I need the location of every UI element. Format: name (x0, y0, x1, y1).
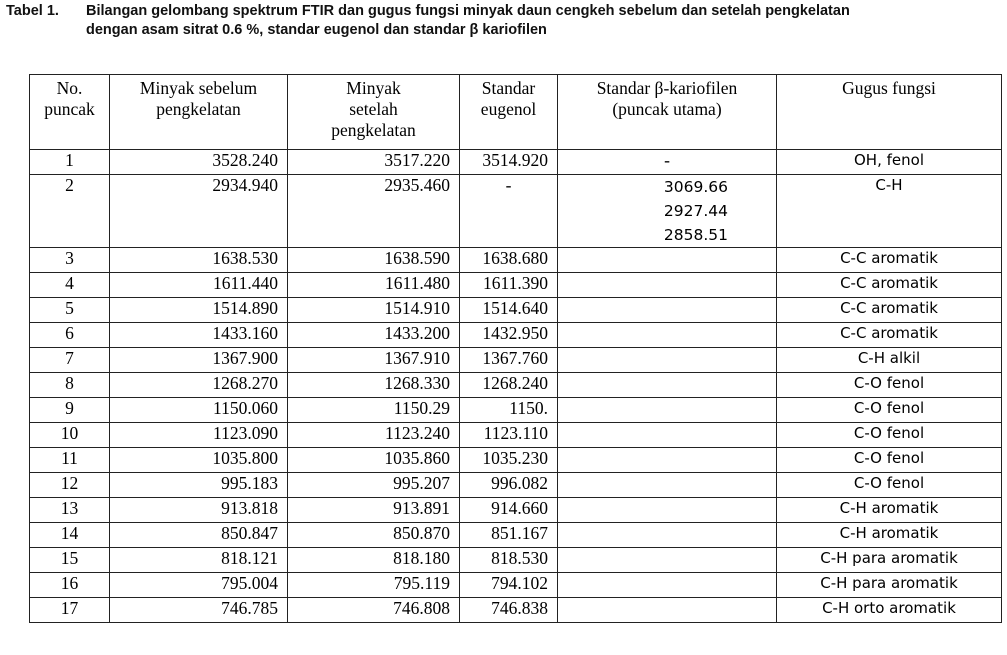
cell-standar-kariofilen (558, 498, 777, 523)
cell-standar-eugenol: 1432.950 (460, 323, 558, 348)
cell-minyak-setelah: 913.891 (288, 498, 460, 523)
cell-no-puncak: 15 (30, 548, 110, 573)
caption-line-2: dengan asam sitrat 0.6 %, standar eugenol dan standar β kariofilen (86, 22, 547, 38)
cell-minyak-sebelum: 2934.940 (110, 175, 288, 248)
table-row (30, 298, 1002, 323)
table-row (30, 398, 1002, 423)
cell-no-puncak: 11 (30, 448, 110, 473)
kariofilen-value: 2858.51 (663, 226, 728, 244)
cell-minyak-setelah: 1514.910 (288, 298, 460, 323)
cell-standar-eugenol: 1035.230 (460, 448, 558, 473)
cell-standar-kariofilen (558, 573, 777, 598)
cell-no-puncak: 3 (30, 248, 110, 273)
cell-standar-eugenol: 794.102 (460, 573, 558, 598)
cell-minyak-sebelum: 795.004 (110, 573, 288, 598)
cell-minyak-sebelum: 1035.800 (110, 448, 288, 473)
cell-gugus-fungsi: C-O fenol (777, 373, 1002, 398)
cell-minyak-sebelum: 995.183 (110, 473, 288, 498)
table-row (30, 498, 1002, 523)
table-row (30, 273, 1002, 298)
cell-minyak-setelah: 850.870 (288, 523, 460, 548)
table-header-row (30, 75, 1002, 150)
cell-gugus-fungsi: C-H para aromatik (777, 548, 1002, 573)
cell-standar-kariofilen (558, 548, 777, 573)
table-caption (6, 2, 1001, 40)
cell-standar-kariofilen (558, 348, 777, 373)
cell-no-puncak: 10 (30, 423, 110, 448)
table-row (30, 175, 1002, 248)
cell-no-puncak: 8 (30, 373, 110, 398)
kariofilen-value: 2927.44 (663, 202, 728, 220)
header-gugus-fungsi: Gugus fungsi (777, 75, 1002, 150)
table-row (30, 473, 1002, 498)
kariofilen-value: 3069.66 (663, 178, 728, 196)
cell-standar-kariofilen (558, 448, 777, 473)
header-minyak-setelah: Minyak setelah pengkelatan (288, 75, 460, 150)
cell-no-puncak: 4 (30, 273, 110, 298)
cell-standar-kariofilen (558, 373, 777, 398)
cell-no-puncak: 5 (30, 298, 110, 323)
cell-no-puncak: 12 (30, 473, 110, 498)
cell-standar-eugenol: 1367.760 (460, 348, 558, 373)
cell-gugus-fungsi: C-C aromatik (777, 323, 1002, 348)
cell-minyak-setelah: 1638.590 (288, 248, 460, 273)
cell-minyak-sebelum: 1433.160 (110, 323, 288, 348)
cell-gugus-fungsi: C-C aromatik (777, 248, 1002, 273)
cell-no-puncak: 2 (30, 175, 110, 248)
cell-gugus-fungsi: C-H (777, 175, 1002, 248)
table-row (30, 598, 1002, 623)
cell-standar-eugenol: - (460, 175, 558, 248)
table-row (30, 248, 1002, 273)
cell-minyak-sebelum: 913.818 (110, 498, 288, 523)
cell-minyak-setelah: 1611.480 (288, 273, 460, 298)
caption-label: Tabel 1. (6, 3, 59, 19)
cell-gugus-fungsi: C-O fenol (777, 398, 1002, 423)
cell-standar-kariofilen (558, 598, 777, 623)
cell-gugus-fungsi: C-H orto aromatik (777, 598, 1002, 623)
cell-gugus-fungsi: C-H para aromatik (777, 573, 1002, 598)
cell-standar-kariofilen (558, 298, 777, 323)
table-row (30, 523, 1002, 548)
cell-standar-eugenol: 1638.680 (460, 248, 558, 273)
cell-minyak-sebelum: 1638.530 (110, 248, 288, 273)
cell-minyak-sebelum: 746.785 (110, 598, 288, 623)
cell-minyak-setelah: 995.207 (288, 473, 460, 498)
cell-minyak-setelah: 1433.200 (288, 323, 460, 348)
cell-standar-kariofilen (558, 175, 777, 248)
cell-gugus-fungsi: C-H aromatik (777, 523, 1002, 548)
cell-standar-eugenol: 1514.640 (460, 298, 558, 323)
cell-no-puncak: 14 (30, 523, 110, 548)
cell-minyak-setelah: 795.119 (288, 573, 460, 598)
cell-no-puncak: 16 (30, 573, 110, 598)
table-row (30, 423, 1002, 448)
cell-no-puncak: 9 (30, 398, 110, 423)
cell-standar-eugenol: 746.838 (460, 598, 558, 623)
cell-gugus-fungsi: C-H aromatik (777, 498, 1002, 523)
cell-minyak-sebelum: 818.121 (110, 548, 288, 573)
cell-minyak-sebelum: 1367.900 (110, 348, 288, 373)
cell-standar-kariofilen (558, 523, 777, 548)
cell-minyak-setelah: 1035.860 (288, 448, 460, 473)
cell-gugus-fungsi: C-O fenol (777, 448, 1002, 473)
cell-gugus-fungsi: C-O fenol (777, 473, 1002, 498)
table-row (30, 548, 1002, 573)
cell-gugus-fungsi: OH, fenol (777, 150, 1002, 175)
cell-no-puncak: 1 (30, 150, 110, 175)
table-row (30, 323, 1002, 348)
cell-standar-eugenol: 3514.920 (460, 150, 558, 175)
cell-standar-eugenol: 996.082 (460, 473, 558, 498)
cell-minyak-setelah: 1268.330 (288, 373, 460, 398)
table-row (30, 348, 1002, 373)
cell-standar-eugenol: 1268.240 (460, 373, 558, 398)
cell-minyak-setelah: 2935.460 (288, 175, 460, 248)
cell-standar-kariofilen (558, 248, 777, 273)
cell-minyak-sebelum: 1123.090 (110, 423, 288, 448)
cell-no-puncak: 6 (30, 323, 110, 348)
cell-minyak-sebelum: 1150.060 (110, 398, 288, 423)
cell-minyak-setelah: 3517.220 (288, 150, 460, 175)
cell-minyak-setelah: 1123.240 (288, 423, 460, 448)
cell-minyak-sebelum: 3528.240 (110, 150, 288, 175)
header-standar-eugenol: Standar eugenol (460, 75, 558, 150)
cell-standar-kariofilen (558, 423, 777, 448)
cell-standar-eugenol: 851.167 (460, 523, 558, 548)
cell-minyak-sebelum: 1611.440 (110, 273, 288, 298)
cell-minyak-setelah: 746.808 (288, 598, 460, 623)
cell-minyak-sebelum: 1268.270 (110, 373, 288, 398)
cell-standar-eugenol: 1611.390 (460, 273, 558, 298)
cell-minyak-setelah: 818.180 (288, 548, 460, 573)
cell-standar-kariofilen (558, 473, 777, 498)
table-row (30, 150, 1002, 175)
header-minyak-sebelum: Minyak sebelum pengkelatan (110, 75, 288, 150)
cell-standar-kariofilen (558, 323, 777, 348)
ftir-table (29, 74, 1002, 623)
table-row (30, 448, 1002, 473)
cell-standar-eugenol: 914.660 (460, 498, 558, 523)
header-no-puncak: No. puncak (30, 75, 110, 150)
header-standar-kariofilen: Standar β-kariofilen (puncak utama) (558, 75, 777, 150)
caption-line-1: Bilangan gelombang spektrum FTIR dan gugus fungsi minyak daun cengkeh sebelum dan setelah pengkelatan (86, 3, 850, 19)
cell-gugus-fungsi: C-O fenol (777, 423, 1002, 448)
cell-standar-kariofilen: - (558, 150, 777, 175)
cell-minyak-sebelum: 850.847 (110, 523, 288, 548)
cell-no-puncak: 13 (30, 498, 110, 523)
table-row (30, 573, 1002, 598)
cell-gugus-fungsi: C-C aromatik (777, 298, 1002, 323)
cell-standar-eugenol: 1150. (460, 398, 558, 423)
cell-no-puncak: 7 (30, 348, 110, 373)
cell-no-puncak: 17 (30, 598, 110, 623)
cell-gugus-fungsi: C-H alkil (777, 348, 1002, 373)
cell-gugus-fungsi: C-C aromatik (777, 273, 1002, 298)
cell-standar-eugenol: 818.530 (460, 548, 558, 573)
cell-standar-kariofilen (558, 398, 777, 423)
cell-minyak-setelah: 1367.910 (288, 348, 460, 373)
cell-minyak-setelah: 1150.29 (288, 398, 460, 423)
cell-standar-kariofilen (558, 273, 777, 298)
table-row (30, 373, 1002, 398)
cell-standar-eugenol: 1123.110 (460, 423, 558, 448)
cell-minyak-sebelum: 1514.890 (110, 298, 288, 323)
